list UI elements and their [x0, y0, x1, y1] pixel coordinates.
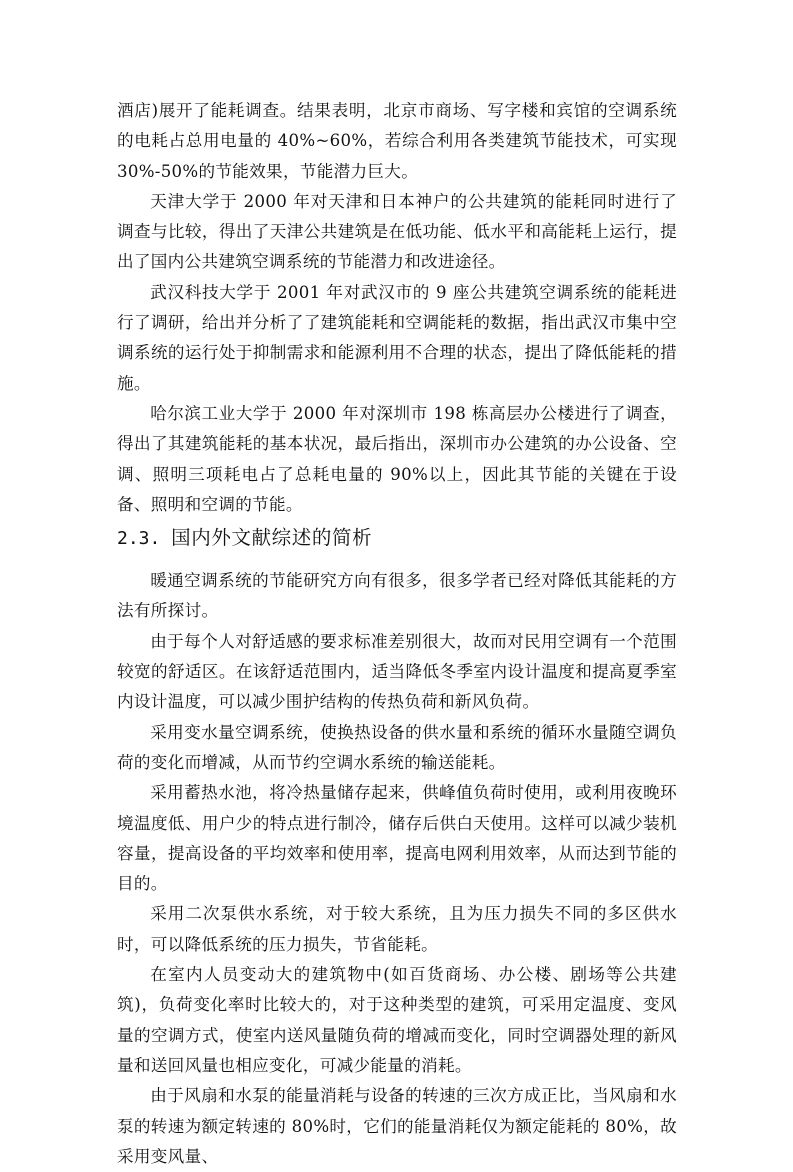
section-number: 2.3. [117, 528, 161, 550]
paragraph-tianjin-university: 天津大学于 2000 年对天津和日本神户的公共建筑的能耗同时进行了调查与比较，得出了天津公共建筑是在低功能、低水平和高能耗上运行，提出了国内公共建筑空调系统的节能潜力和改进途径。 [117, 191, 677, 272]
paragraph-secondary-pump: 采用二次泵供水系统，对于较大系统，且为压力损失不同的多区供水时，可以降低系统的压力损失，节省能耗。 [117, 904, 677, 954]
paragraph-comfort-zone: 由于每个人对舒适感的要求标准差别很大，故而对民用空调有一个范围较宽的舒适区。在该舒适范围内，适当降低冬季室内设计温度和提高夏季室内设计温度，可以减少围护结构的传热负荷和新风负荷。 [117, 631, 677, 712]
paragraph-harbin-institute: 哈尔滨工业大学于 2000 年对深圳市 198 栋高层办公楼进行了调查，得出了其建筑能耗的基本状况，最后指出，深圳市办公建筑的办公设备、空调、照明三项耗电占了总耗电量的 90%以上，因此其节能的关键在于设备、照明和空调的节能。 [117, 403, 677, 514]
section-title: 国内外文献综述的简析 [171, 526, 373, 550]
paragraph-hvac-research: 暖通空调系统的节能研究方向有很多，很多学者已经对降低其能耗的方法有所探讨。 [117, 571, 677, 621]
document-body [117, 96, 677, 1172]
paragraph-hotel-energy-survey: 酒店)展开了能耗调查。结果表明，北京市商场、写字楼和宾馆的空调系统的电耗占总用电量的 40%~60%，若综合利用各类建筑节能技术，可实现 30%-50%的节能效果，节能潜力巨大。 [117, 101, 677, 181]
section-heading [117, 522, 677, 555]
paragraph-thermal-storage: 采用蓄热水池，将冷热量储存起来，供峰值负荷时使用，或利用夜晚环境温度低、用户少的特点进行制冷，储存后供白天使用。这样可以减少装机容量，提高设备的平均效率和使用率，提高电网利用效率，从而达到节能的目的。 [117, 783, 677, 894]
paragraph-variable-air-volume: 在室内人员变动大的建筑物中(如百货商场、办公楼、剧场等公共建筑)，负荷变化率时比较大的，对于这种类型的建筑，可采用定温度、变风量的空调方式，使室内送风量随负荷的增减而变化，同时空调器处理的新风量和送回风量也相应变化，可减少能量的消耗。 [117, 965, 677, 1075]
paragraph-variable-water: 采用变水量空调系统，使换热设备的供水量和系统的循环水量随空调负荷的变化而增减，从而节约空调水系统的输送能耗。 [117, 722, 677, 772]
paragraph-fan-pump-speed: 由于风扇和水泵的能量消耗与设备的转速的三次方成正比，当风扇和水泵的转速为额定转速的 80%时，它们的能量消耗仅为额定能耗的 80%，故采用变风量、 [117, 1086, 677, 1166]
paragraph-wuhan-university: 武汉科技大学于 2001 年对武汉市的 9 座公共建筑空调系统的能耗进行了调研，给出并分析了了建筑能耗和空调能耗的数据，指出武汉市集中空调系统的运行处于抑制需求和能源利用不合理的状态，提出了降低能耗的措施。 [117, 282, 677, 393]
